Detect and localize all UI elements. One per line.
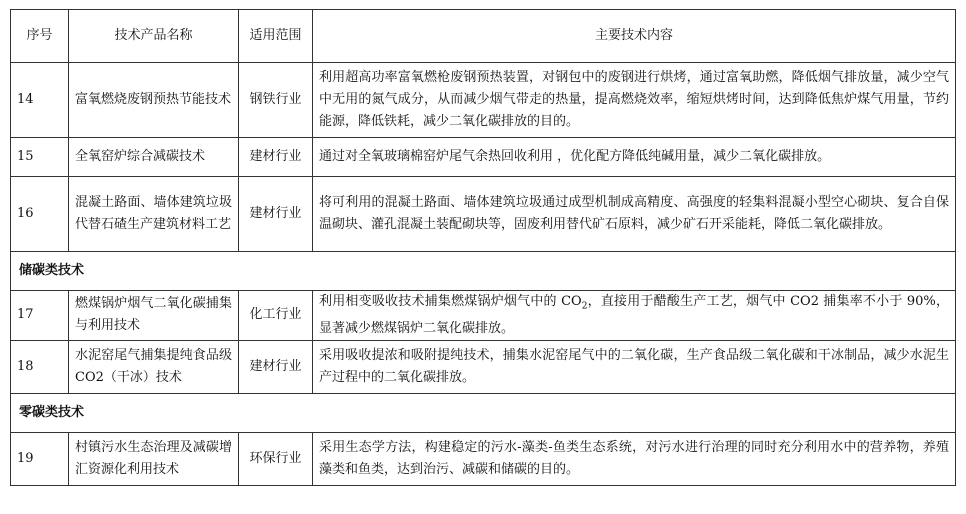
- table-row: [11, 63, 956, 138]
- row-content: 通过对全氧玻璃棉窑炉尾气余热回收利用 ，优化配方降低纯碱用量，减少二氧化碳排放。: [313, 138, 956, 177]
- row-product-name: 富氧燃烧废钢预热节能技术: [69, 63, 239, 138]
- header-scope: 适用范围: [239, 10, 313, 63]
- row-scope: 建材行业: [239, 177, 313, 252]
- table-header-row: [11, 10, 956, 63]
- table-row: [11, 138, 956, 177]
- category-row-zero-carbon: [11, 393, 956, 432]
- row-content: 采用生态学方法，构建稳定的污水-藻类-鱼类生态系统，对污水进行治理的同时充分利用水中的营养物，养殖藻类和鱼类，达到治污、减碳和储碳的目的。: [313, 432, 956, 485]
- row-content: [313, 291, 956, 341]
- row-number: 17: [11, 291, 69, 341]
- row-number: 15: [11, 138, 69, 177]
- table-row: [11, 340, 956, 393]
- table-row: [11, 177, 956, 252]
- category-row-storage: [11, 252, 956, 291]
- row-product-name: 燃煤锅炉烟气二氧化碳捕集与利用技术: [69, 291, 239, 341]
- header-number: 序号: [11, 10, 69, 63]
- category-title-zero-carbon: 零碳类技术: [11, 393, 956, 432]
- row-number: 14: [11, 63, 69, 138]
- row-content: 利用超高功率富氧燃枪废钢预热装置，对钢包中的废钢进行烘烤，通过富氧助燃，降低烟气排放量，减少空气中无用的氮气成分，从而减少烟气带走的热量，提高燃烧效率，缩短烘烤时间，达到降低焦炉煤气用量，节约能源，降低铁耗，减少二氧化碳排放的目的。: [313, 63, 956, 138]
- table-row: [11, 432, 956, 485]
- row-product-name: 水泥窑尾气捕集提纯食品级 CO2（干冰）技术: [69, 340, 239, 393]
- content-text-post: ，直接用于醋酸生产工艺，烟气中 CO2 捕集率不小于 90%，显著减少燃煤锅炉二氧化碳排放。: [319, 294, 949, 336]
- technology-table: [10, 9, 956, 486]
- row-product-name: 全氧窑炉综合减碳技术: [69, 138, 239, 177]
- row-product-name: 混凝土路面、墙体建筑垃圾代替石碴生产建筑材料工艺: [69, 177, 239, 252]
- row-scope: 建材行业: [239, 138, 313, 177]
- row-scope: 环保行业: [239, 432, 313, 485]
- row-product-name: 村镇污水生态治理及减碳增汇资源化利用技术: [69, 432, 239, 485]
- row-content: 采用吸收提浓和吸附提纯技术，捕集水泥窑尾气中的二氧化碳，生产食品级二氧化碳和干冰制品，减少水泥生产过程中的二氧化碳排放。: [313, 340, 956, 393]
- row-number: 18: [11, 340, 69, 393]
- category-title-storage: 储碳类技术: [11, 252, 956, 291]
- header-product-name: 技术产品名称: [69, 10, 239, 63]
- table-row: [11, 291, 956, 341]
- row-scope: 化工行业: [239, 291, 313, 341]
- header-main-content: 主要技术内容: [313, 10, 956, 63]
- row-scope: 建材行业: [239, 340, 313, 393]
- row-number: 16: [11, 177, 69, 252]
- row-scope: 钢铁行业: [239, 63, 313, 138]
- row-content: 将可利用的混凝土路面、墙体建筑垃圾通过成型机制成高精度、高强度的轻集料混凝小型空心砌块、复合自保温砌块、灌孔混凝土装配砌块等，固废利用替代矿石原料，减少矿石开采能耗，降低二氧化碳排放。: [313, 177, 956, 252]
- co2-subscript: 2: [581, 301, 588, 312]
- row-number: 19: [11, 432, 69, 485]
- content-text-pre: 利用相变吸收技术捕集燃煤锅炉烟气中的 CO: [319, 294, 582, 309]
